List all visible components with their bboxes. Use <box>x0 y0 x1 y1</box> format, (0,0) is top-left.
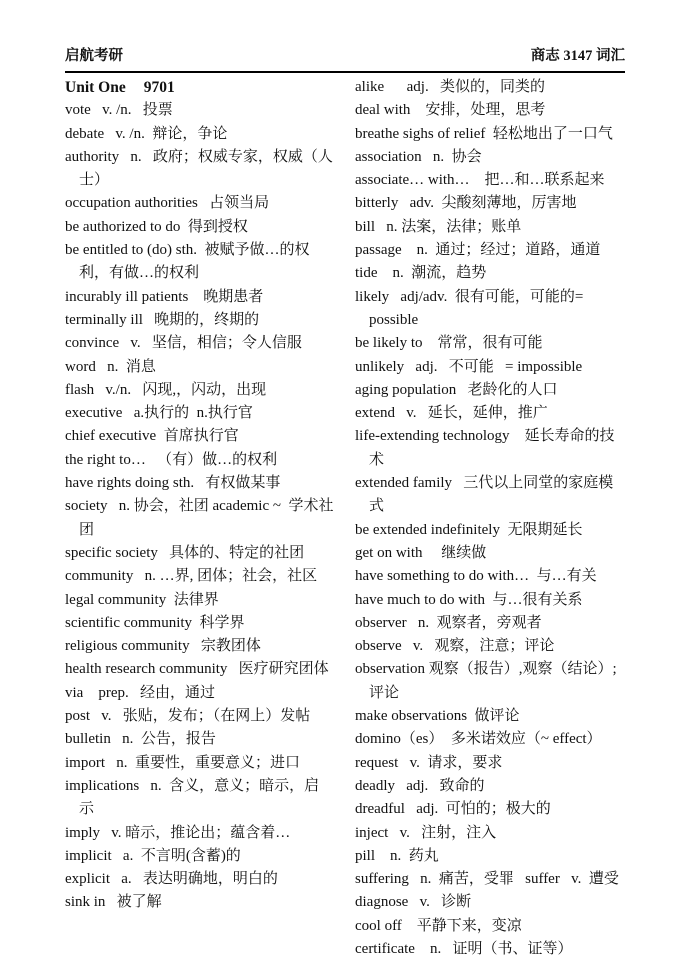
vocab-entry: cool off 平静下来，变凉 <box>355 917 522 934</box>
vocab-entry: likely adj/adv. 很有可能，可能的= possible <box>355 288 588 328</box>
vocab-entry: breathe sighs of relief 轻松地出了一口气 <box>355 125 613 142</box>
page-header <box>65 46 625 73</box>
vocab-entry: implicit a. 不言明(含蓄)的 <box>65 847 241 864</box>
vocab-entry: implications n. 含义，意义；暗示，启示 <box>65 777 320 818</box>
vocab-entry: extend v. 延长，延伸，推广 <box>355 405 548 422</box>
vocab-entry: inject v. 注射，注入 <box>355 824 497 841</box>
vocab-entry: dreadful adj. 可怕的；极大的 <box>355 801 551 818</box>
vocab-entry: executive a.执行的 n.执行官 <box>65 405 253 422</box>
vocab-entry: life-extending technology 延长寿命的技术 <box>355 428 615 468</box>
vocab-entry: word n. 消息 <box>65 358 156 375</box>
vocab-entry: import n. 重要性，重要意义；进口 <box>65 754 300 771</box>
vocab-entry: suffering n. 痛苦，受罪 suffer v. 遭受 <box>355 871 619 888</box>
vocab-entry: religious community 宗教团体 <box>65 638 261 655</box>
vocab-entry: chief executive 首席执行官 <box>65 428 239 445</box>
header-left-text: 启航考研 <box>65 48 123 64</box>
vocab-entry: make observations 做评论 <box>355 708 520 725</box>
vocab-entry: be authorized to do 得到授权 <box>65 218 248 235</box>
vocab-entry: deadly adj. 致命的 <box>355 777 485 794</box>
vocab-entry: alike adj. 类似的，同类的 <box>355 79 545 95</box>
right-entry-list <box>355 76 624 961</box>
vocab-entry: bulletin n. 公告，报告 <box>65 731 216 748</box>
vocab-entry: legal community 法律界 <box>65 591 219 608</box>
vocab-entry: bill n. 法案，法律；账单 <box>355 218 522 235</box>
unit-title <box>65 76 334 99</box>
vocab-entry: pill n. 药丸 <box>355 847 439 864</box>
vocab-entry: be likely to 常常，很有可能 <box>355 335 543 352</box>
vocab-entry: observe v. 观察，注意；评论 <box>355 638 555 655</box>
vocab-entry: specific society 具体的、特定的社团 <box>65 544 305 561</box>
vocab-entry: have rights doing sth. 有权做某事 <box>65 475 281 492</box>
vocab-entry: be entitled to (do) sth. 被赋予做…的权利，有做…的权利 <box>65 242 310 282</box>
unit-name: Unit One <box>65 79 126 96</box>
vocab-entry: extended family 三代以上同堂的家庭模式 <box>355 475 614 515</box>
vocab-entry: scientific community 科学界 <box>65 614 245 631</box>
vocab-entry: convince v. 坚信，相信；令人信服 <box>65 335 302 352</box>
vocab-entry: observer n. 观察者，旁观者 <box>355 614 542 631</box>
header-right-text: 商志 3147 词汇 <box>530 48 625 64</box>
vocab-entry: have much to do with 与…很有关系 <box>355 591 583 608</box>
vocab-entry: community n. …界, 团体；社会，社区 <box>65 568 318 585</box>
vocab-entry: have something to do with… 与…有关 <box>355 568 597 585</box>
vocab-entry: tide n. 潮流，趋势 <box>355 265 487 282</box>
vocab-entry: sink in 被了解 <box>65 894 162 911</box>
vocab-entry: health research community 医疗研究团体 <box>65 661 329 678</box>
vocab-entry: explicit a. 表达明确地，明白的 <box>65 871 278 888</box>
vocab-entry: diagnose v. 诊断 <box>355 894 472 911</box>
two-column-body <box>65 76 625 961</box>
vocab-entry: unlikely adj. 不可能 = impossible <box>355 358 583 375</box>
vocab-entry: deal with 安排，处理，思考 <box>355 102 546 119</box>
vocab-entry: via prep. 经由，通过 <box>65 684 215 701</box>
vocab-entry: associate… with… 把…和…联系起来 <box>355 172 605 189</box>
left-column <box>65 76 334 961</box>
vocab-entry: incurably ill patients 晚期患者 <box>65 288 264 305</box>
vocab-entry: vote v. /n. 投票 <box>65 102 173 119</box>
vocab-entry: bitterly adv. 尖酸刻薄地，厉害地 <box>355 195 577 212</box>
vocab-entry: observation 观察（报告）,观察（结论）;评论 <box>355 661 617 701</box>
vocab-entry: association n. 协会 <box>355 148 482 165</box>
vocab-entry: domino（es） 多米诺效应（~ effect） <box>355 731 602 748</box>
vocab-entry: request v. 请求，要求 <box>355 754 503 771</box>
left-entry-list <box>65 99 334 914</box>
right-column <box>355 76 624 961</box>
vocab-entry: certificate n. 证明（书、证等） <box>355 940 573 957</box>
vocab-entry: be extended indefinitely 无限期延长 <box>355 521 583 538</box>
vocab-entry: the right to… （有）做…的权利 <box>65 451 278 468</box>
vocab-entry: passage n. 通过；经过；道路，通道 <box>355 242 601 259</box>
vocab-entry: debate v. /n. 辩论，争论 <box>65 125 228 142</box>
vocab-entry: terminally ill 晚期的，终期的 <box>65 311 260 328</box>
vocab-entry: aging population 老龄化的人口 <box>355 381 558 398</box>
vocab-entry: post v. 张贴，发布；（在网上）发帖 <box>65 708 311 725</box>
vocab-entry: occupation authorities 占领当局 <box>65 195 270 212</box>
vocab-entry: society n. 协会，社团 academic ~ 学术社团 <box>65 498 334 538</box>
vocab-entry: flash v./n. 闪现,，闪动，出现 <box>65 381 267 398</box>
vocab-entry: imply v. 暗示，推论出；蕴含着… <box>65 824 291 841</box>
vocab-entry: authority n. 政府；权威专家，权威（人士） <box>65 148 333 189</box>
unit-code: 9701 <box>143 79 175 96</box>
vocab-entry: get on with 继续做 <box>355 544 487 561</box>
